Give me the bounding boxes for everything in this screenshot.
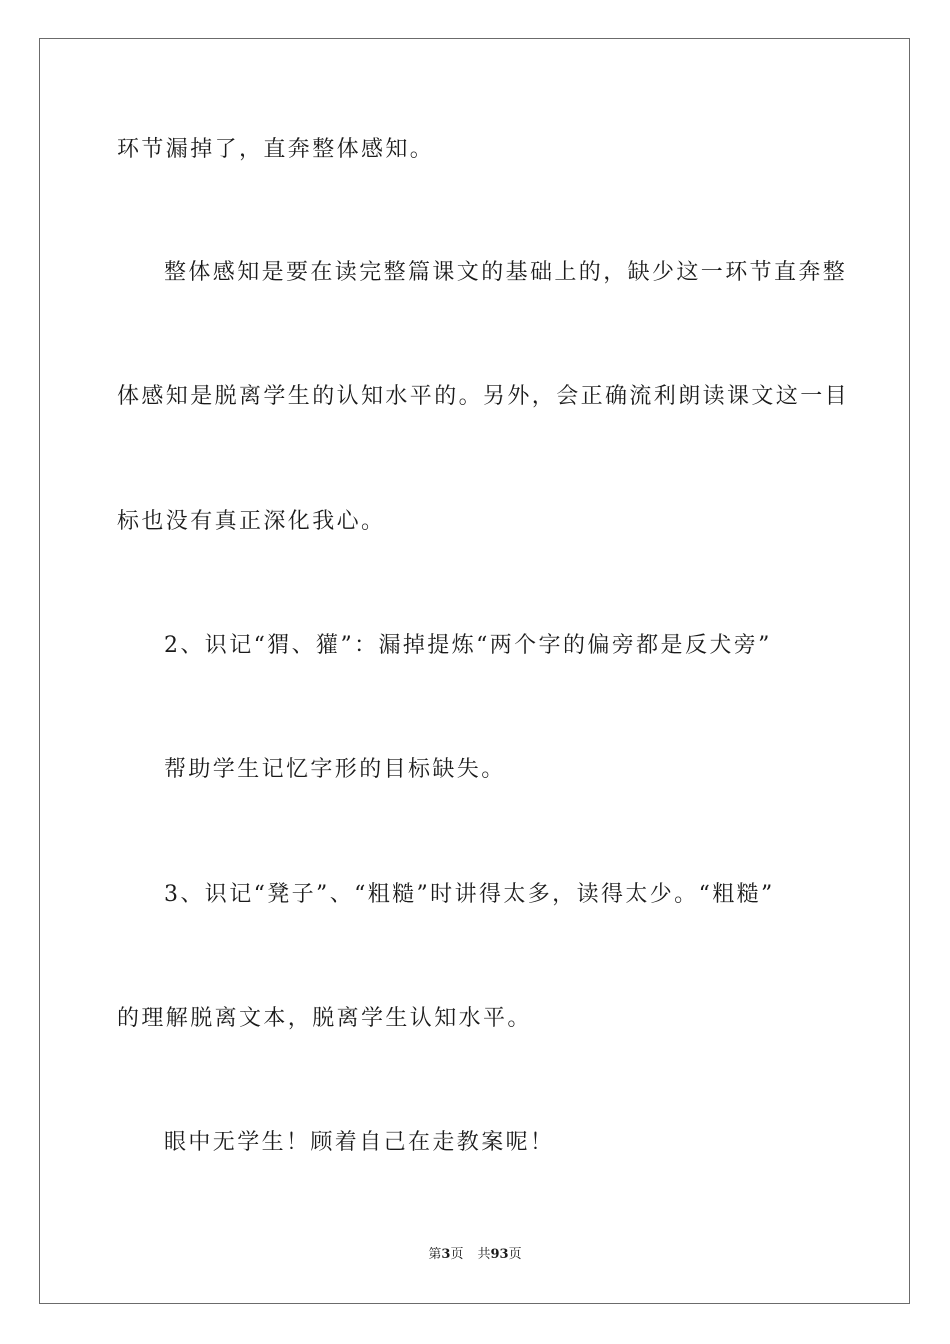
footer-page-suffix: 页	[450, 1247, 464, 1262]
footer-prefix: 第	[428, 1247, 442, 1262]
body-line-8: 的理解脱离文本，脱离学生认知水平。	[117, 1006, 532, 1031]
body-line-4: 标也没有真正深化我心。	[117, 509, 386, 534]
footer-total-prefix: 共	[477, 1247, 491, 1262]
body-line-5: 2、识记“猬、獾”：漏掉提炼“两个字的偏旁都是反犬旁”	[164, 633, 772, 658]
footer-total-suffix: 页	[508, 1247, 522, 1262]
page-footer	[0, 1246, 950, 1264]
body-line-2: 整体感知是要在读完整篇课文的基础上的，缺少这一环节直奔整	[164, 260, 848, 285]
footer-total-pages: 93	[490, 1247, 509, 1262]
body-line-1: 环节漏掉了，直奔整体感知。	[117, 137, 435, 162]
footer-page-number: 3	[441, 1247, 451, 1262]
body-line-3: 体感知是脱离学生的认知水平的。另外，会正确流利朗读课文这一目	[117, 384, 850, 409]
body-line-9: 眼中无学生！顾着自己在走教案呢！	[164, 1130, 555, 1155]
page-border	[39, 38, 910, 1304]
body-line-6: 帮助学生记忆字形的目标缺失。	[164, 757, 506, 782]
body-line-7: 3、识记“凳子”、“粗糙”时讲得太多，读得太少。“粗糙”	[164, 882, 775, 907]
